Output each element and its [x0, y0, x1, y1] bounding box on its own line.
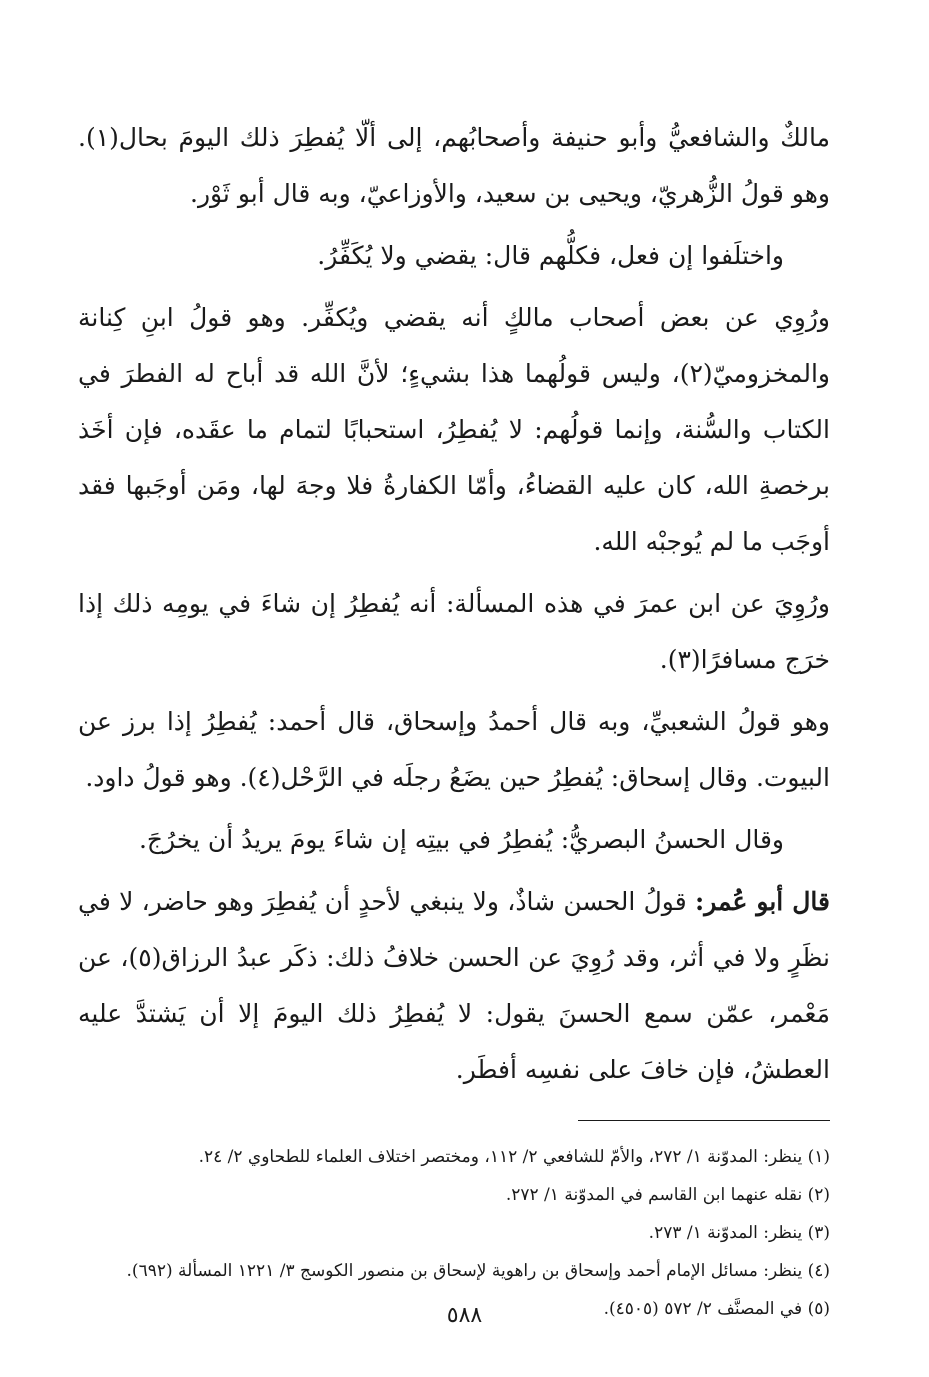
footnote-4: (٤) ينظر: مسائل الإمام أحمد وإسحاق بن راهوية لإسحاق بن منصور الكوسج ٣/ ١٢٢١ المسألة (٦٩٢). [126, 1261, 830, 1281]
footnote-1: (١) ينظر: المدوّنة ١/ ٢٧٢، والأمّ للشافعي ٢/ ١١٢، ومختصر اختلاف العلماء للطحاوي ٢/ ٢٤. [198, 1147, 830, 1167]
paragraph-3: ورُوِي عن بعض أصحاب مالكٍ أنه يقضي ويُكفِّر. وهو قولُ ابنِ كِنانة والمخزوميّ(٢)، وليس قولُهما هذا بشيءٍ؛ لأنَّ الله قد أباح له الفطرَ في الكتاب والسُّنة، وإنما قولُهم: لا يُفطِرُ، استحبابًا لتمام ما عقَده، فإن أخَذ برخصةِ الله، كان عليه القضاءُ، وأمّا الكفارةُ فلا وجهَ لها، ومَن أوجَبها فقد أوجَب ما لم يُوجبْه الله. [78, 303, 830, 556]
footnote-3: (٣) ينظر: المدوّنة ١/ ٢٧٣. [648, 1223, 830, 1243]
footnotes [78, 1139, 830, 1327]
paragraph-1: مالكٌ والشافعيُّ وأبو حنيفة وأصحابُهم، إلى ألّا يُفطِرَ ذلك اليومَ بحال(١). وهو قولُ الزُّهريّ، ويحيى بن سعيد، والأوزاعيّ، وبه قال أبو ثَوْر. [78, 123, 830, 208]
paragraph-7-text: قولُ الحسن شاذٌ، ولا ينبغي لأحدٍ أن يُفطِرَ وهو حاضر، لا في نظَرٍ ولا في أثر، وقد رُوِيَ عن الحسن خلافُ ذلك: ذكَر عبدُ الرزاق(٥)، عن مَعْمر، عمّن سمع الحسنَ يقول: لا يُفطِرُ ذلك اليومَ إلا أن يَشتدَّ عليه العطشُ، فإن خافَ على نفسِه أفطَر. [78, 887, 830, 1084]
footnote-2: (٢) نقله عنهما ابن القاسم في المدوّنة ١/ ٢٧٢. [505, 1185, 830, 1205]
footnote-divider [578, 1120, 830, 1121]
paragraph-6: وقال الحسنُ البصريُّ: يُفطِرُ في بيتِه إن شاءَ يومَ يريدُ أن يخرُجَ. [138, 825, 784, 854]
page-body [78, 110, 830, 1329]
paragraph-5: وهو قولُ الشعبيِّ، وبه قال أحمدُ وإسحاق، قال أحمد: يُفطِرُ إذا برز عن البيوت. وقال إسحاق: يُفطِرُ حين يضَعُ رجلَه في الرَّحْل(٤). وهو قولُ داود. [78, 707, 830, 792]
paragraph-7-lead: قال أبو عُمر: [694, 887, 830, 916]
paragraph-7 [78, 874, 830, 1098]
page-number: ٥٨٨ [446, 1303, 483, 1328]
footnote-5: (٥) في المصنَّف ٢/ ٥٧٢ (٤٥٠٥). [603, 1299, 830, 1319]
paragraph-2: واختلَفوا إن فعل، فكلُّهم قال: يقضي ولا يُكَفِّرُ. [317, 241, 784, 270]
paragraph-4: ورُوِيَ عن ابن عمرَ في هذه المسألة: أنه يُفطِرُ إن شاءَ في يومِه ذلك إذا خرَج مسافرًا(٣). [78, 589, 830, 674]
